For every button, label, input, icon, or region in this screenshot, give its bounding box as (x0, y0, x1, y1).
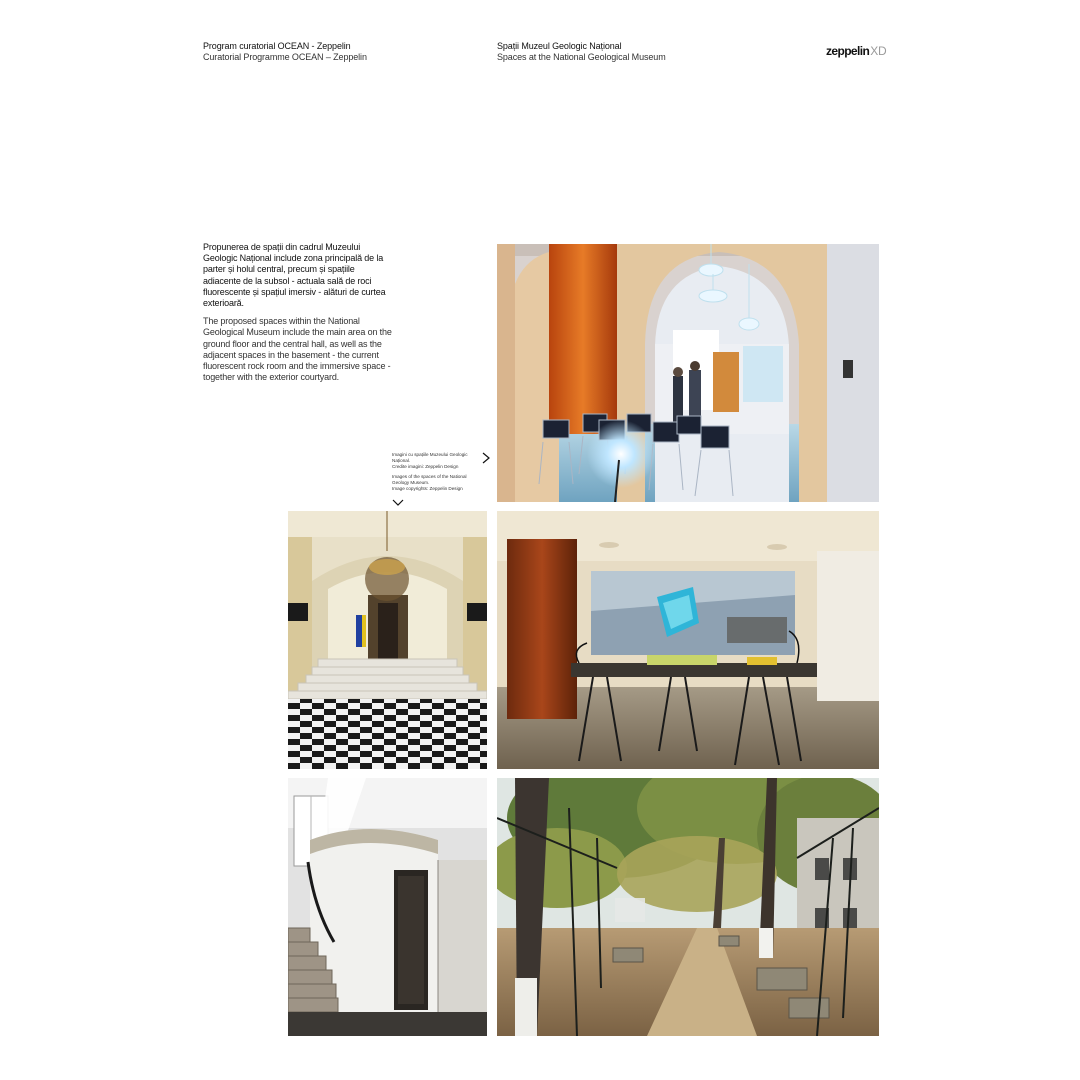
caption-ro-line1: Imagini cu spațiile Muzeului Geologic Național. (392, 452, 468, 463)
intro-paragraph-en: The proposed spaces within the National Geological Museum include the main area on the ground floor and the central hall, as well as the adjacent spaces in the basement - the current fluorescent rock room and the immersive space - together with the exterior courtyard. (203, 316, 392, 383)
header-section-title (497, 41, 666, 63)
caption-en-line2: Image copyrights: Zeppelin Design (392, 486, 463, 491)
intro-paragraph-ro: Propunerea de spații din cadrul Muzeului Geologic Național include zona principală de la parter și holul central, precum și spațiile adiacente de la subsol - actuala sală de roci fluorescente și spațiul imersiv - alături de curtea exterioară. (203, 242, 386, 309)
photo-exterior-courtyard (497, 778, 879, 1036)
zeppelin-xd-logo (826, 44, 887, 58)
intro-text (203, 242, 393, 390)
logo-main: zeppelin (826, 44, 870, 58)
caption-ro-line2: Credite imagini: Zeppelin Design (392, 464, 459, 469)
image-caption (392, 452, 480, 496)
photo-immersive-room (497, 511, 879, 769)
section-title-en: Spaces at the National Geological Museum (497, 52, 666, 62)
photo-main-hall (497, 244, 879, 502)
photo-central-hall-stairs (288, 511, 487, 769)
programme-title-ro: Program curatorial OCEAN - Zeppelin (203, 41, 351, 51)
photo-basement-stairs (288, 778, 487, 1036)
section-title-ro: Spații Muzeul Geologic Național (497, 41, 622, 51)
chevron-right-icon (481, 452, 491, 464)
header-programme-title (203, 41, 367, 63)
chevron-down-icon (392, 498, 404, 507)
logo-suffix: XD (870, 44, 887, 58)
caption-en-line1: Images of the spaces of the National Geology Museum. (392, 474, 467, 485)
programme-title-en: Curatorial Programme OCEAN – Zeppelin (203, 52, 367, 62)
